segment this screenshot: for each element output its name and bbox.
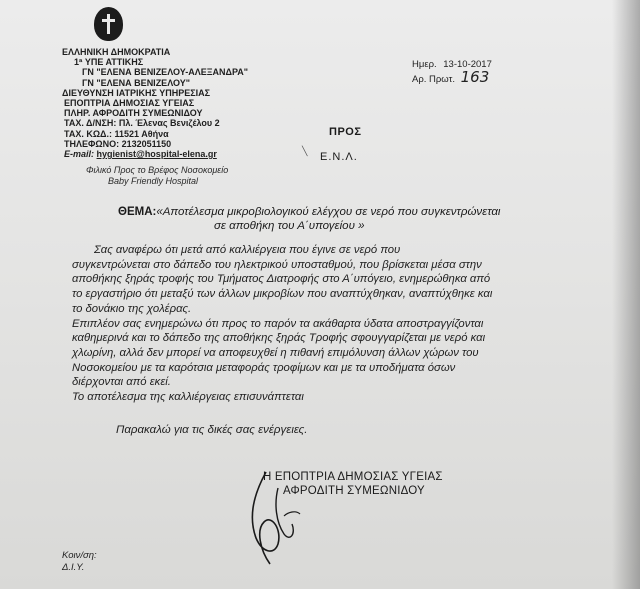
body-line: Επιπλέον σας ενημερώνω ότι προς το παρόν τα ακάθαρτα ύδατα αποστραγγίζονται [72, 317, 484, 330]
body-line: αποθήκης ξηράς τροφής του Τμήματος Διατροφής στο Α΄υπόγειο, ενημερώθηκα από [72, 273, 491, 286]
subject-line-1 [118, 205, 500, 219]
handwritten-signature-icon [226, 464, 316, 574]
slash-mark-icon: ╲ [302, 146, 308, 156]
protocol-line [412, 68, 492, 86]
signer-title: Η ΕΠΟΠΤΡΙΑ ΔΗΜΟΣΙΑΣ ΥΓΕΙΑΣ [263, 471, 443, 483]
baby-friendly-english: Baby Friendly Hospital [108, 176, 199, 186]
letterhead-line: 1ª ΥΠΕ ΑΤΤΙΚΗΣ [74, 57, 144, 68]
letterhead-line: ΤΗΛΕΦΩΝΟ: 2132051150 [64, 138, 172, 149]
date-value: 13-10-2017 [443, 59, 492, 70]
baby-friendly-greek: Φιλικό Προς το Βρέφος Νοσοκομείο [86, 165, 229, 175]
subject-block [118, 205, 500, 233]
baby-friendly-note [86, 165, 228, 187]
copy-to [62, 550, 97, 574]
letterhead-line: ΤΑΧ. Δ/ΝΣΗ: Πλ. Έλενας Βενιζέλου 2 [64, 118, 220, 129]
copy-to-label: Κοιν/ση: [62, 550, 97, 561]
letterhead-line: ΕΠΟΠΤΡΙΑ ΔΗΜΟΣΙΑΣ ΥΓΕΙΑΣ [64, 98, 195, 109]
subject-text-1: «Αποτέλεσμα μικροβιολογικού ελέγχου σε νερό που συγκεντρώνεται [156, 206, 501, 218]
coat-of-arms-icon [94, 7, 123, 41]
body-line: το δονάκιο της χολέρας. [72, 302, 192, 315]
body-line: συγκεντρώνεται στο δάπεδο του ηλεκτρικού υποσταθμού, που βρίσκεται μέσα στην [72, 258, 482, 271]
body-line: καθημερινά και το δάπεδο της αποθήκης ξηράς Τροφής σφουγγαρίζεται με νερό και [72, 332, 486, 345]
body-line: χλωρίνη, αλλά δεν μπορεί να αποφευχθεί η πιθανή επιμόλυνση άλλων χώρων του [72, 346, 479, 359]
copy-to-recipient: Δ.Ι.Υ. [62, 562, 85, 573]
letterhead-line: ΔΙΕΥΘΥΝΣΗ ΙΑΤΡΙΚΗΣ ΥΠΗΡΕΣΙΑΣ [62, 87, 211, 98]
page-edge-shadow [612, 0, 640, 589]
body-line: Νοσοκομείου με τα καρότσια μεταφοράς τροφίμων και με τα υποδήματα όσων [72, 361, 456, 374]
date-label: Ημερ. [412, 59, 437, 70]
document-meta [412, 59, 492, 86]
body-line: διέρχονται από εκεί. [72, 376, 171, 389]
email-link[interactable]: hygienist@hospital-elena.gr [96, 149, 217, 160]
signer-name: ΑΦΡΟΔΙΤΗ ΣΥΜΕΩΝΙΔΟΥ [283, 485, 425, 497]
letterhead-line: ΕΛΛΗΝΙΚΗ ΔΗΜΟΚΡΑΤΙΑ [62, 47, 171, 57]
body-line: Το αποτέλεσμα της καλλιέργειας επισυνάπτεται [72, 391, 304, 404]
subject-label: ΘΕΜΑ: [118, 206, 157, 218]
letterhead-line: ΓΝ "ΕΛΕΝΑ ΒΕΝΙΖΕΛΟΥ-ΑΛΕΞΑΝΔΡΑ" [82, 67, 249, 78]
protocol-label: Αρ. Πρωτ. [412, 74, 455, 85]
letterhead [62, 47, 248, 159]
letterhead-line: ΓΝ "ΕΛΕΝΑ ΒΕΝΙΖΕΛΟΥ" [82, 77, 190, 88]
letterhead-line: ΤΑΧ. ΚΩΔ.: 11521 Αθήνα [64, 128, 169, 139]
body-line: Σας αναφέρω ότι μετά από καλλιέργεια που έγινε σε νερό που [94, 244, 401, 256]
recipient-name: Ε.Ν.Λ. [320, 151, 358, 163]
body-line: το εργαστήριο ότι μεταξύ των άλλων μικροβίων που αναπτύχθηκαν, αναπτύχθηκε και [72, 288, 493, 301]
letterhead-line: ΠΛΗΡ. ΑΦΡΟΔΙΤΗ ΣΥΜΕΩΝΙΔΟΥ [64, 108, 203, 119]
letter-body [72, 243, 542, 405]
recipient-heading: ΠΡΟΣ [329, 126, 362, 138]
closing-line: Παρακαλώ για τις δικές σας ενέργειες. [116, 424, 308, 436]
protocol-number: 163 [460, 68, 490, 86]
subject-text-2: σε αποθήκη του Α΄υπογείου » [214, 220, 365, 232]
email-line [62, 149, 248, 159]
email-label: E-mail: [64, 149, 95, 160]
